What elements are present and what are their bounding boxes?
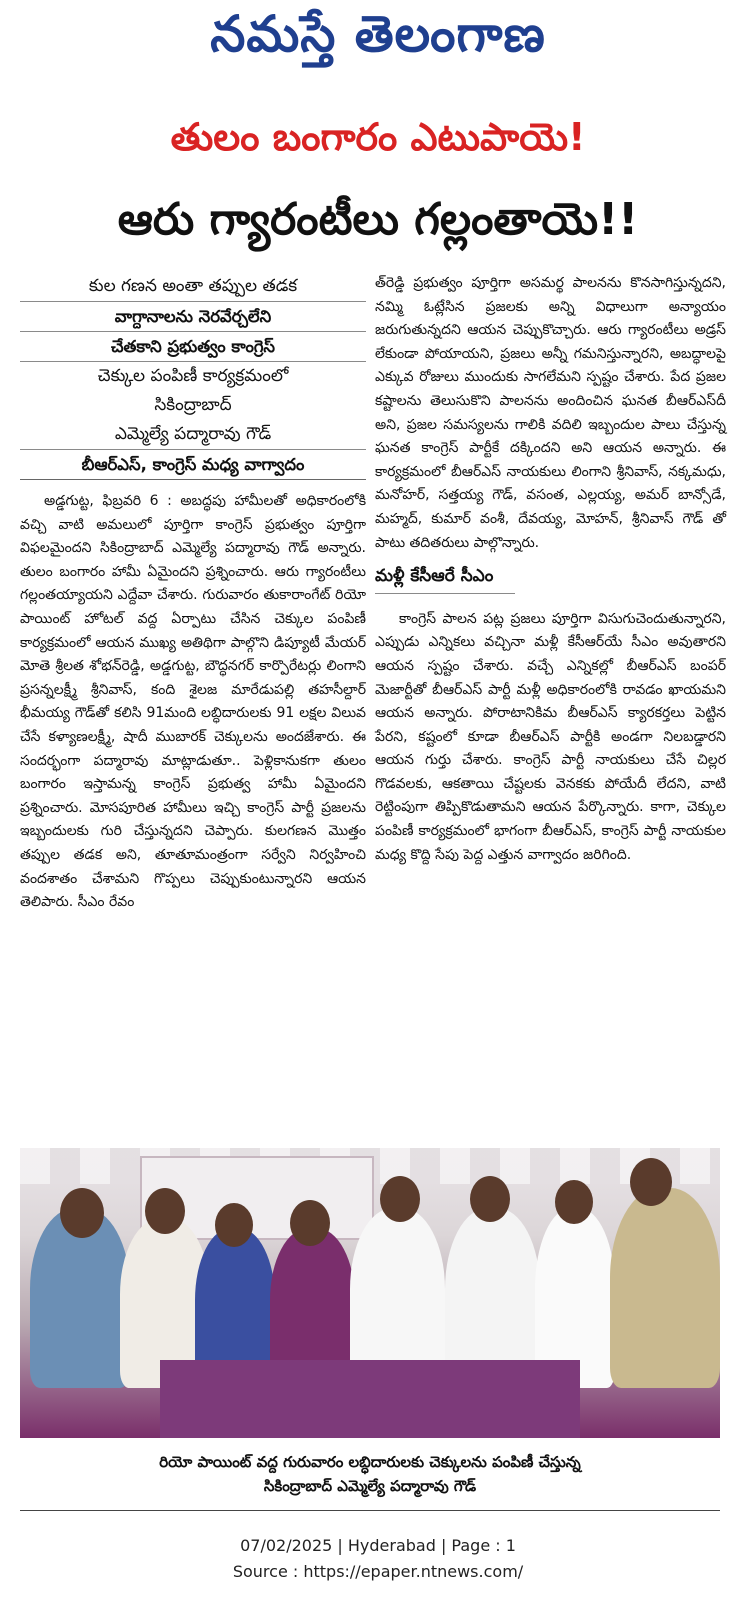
- kicker-line: ఎమ్మెల్యే పద్మారావు గౌడ్: [20, 420, 366, 450]
- footer-date-line: 07/02/2025 | Hyderabad | Page : 1: [240, 1536, 516, 1555]
- kicker-line: సికింద్రాబాద్: [154, 395, 232, 415]
- person-head: [555, 1180, 593, 1224]
- person-head: [470, 1176, 510, 1222]
- kicker-line: చెక్కుల పంపిణీ కార్యక్రమంలో: [97, 366, 289, 386]
- article-body-right: త్‌రెడ్డి ప్రభుత్వం పూర్తిగా అసమర్థ పాలనను కొనసాగిస్తున్నదని, నమ్మి ఓట్లేసిన ప్రజలకు అన్ని విధాలుగా అన్యాయం జరుగుతున్నదని ఆయన చెప్పుకొచ్చారు. ఆరు గ్యారంటీలు అడ్రస్ లేకుండా పోయాయని, ప్రజలు అన్నీ గమనిస్తున్నారని, అబద్ధాలపై ఎక్కువ రోజులు ముందుకు సాగలేమని స్పష్టం చేశారు. పేద ప్రజల కష్టాలను తెలుసుకొని పాలనను అందించిన ఘనత బీఆర్ఎస్‌దీ అని, ప్రజల సమస్యలను గాలికి వదిలి ఇబ్బందుల పాలు చేస్తున్న ఘనత కాంగ్రెస్ పార్టీకే దక్కిందని అని ఆయన అన్నారు. ఈ కార్యక్రమంలో బీఆర్ఎస్ నాయకులు లింగాని శ్రీనివాస్, నక్కమధు, మనోహర్, సత్తయ్య గౌడ్, వసంత, ఎల్లయ్య, అమర్ బాన్సోడే, మహ్మద్, కుమార్ వంశీ, దేవయ్య, మోహన్, శ్రీనివాస్ గౌడ్ తో పాటు తదితరులు పాల్గొన్నారు.: [375, 275, 726, 551]
- photo-caption: [20, 1450, 720, 1498]
- caption-line: సికింద్రాబాద్ ఎమ్మెల్యే పద్మారావు గౌడ్: [263, 1477, 477, 1495]
- kicker-line: వాగ్దానాలను నెరవేర్చలేని: [20, 302, 366, 332]
- right-column: [375, 272, 726, 867]
- kicker-line: కుల గణన అంతా తప్పుల తడక: [20, 272, 366, 302]
- footer-source-line: Source : https://epaper.ntnews.com/: [232, 1562, 524, 1581]
- kicker-line: చేతకాని ప్రభుత్వం కాంగ్రెస్: [20, 332, 366, 362]
- footer-divider: [20, 1510, 720, 1511]
- news-photo: [20, 1148, 720, 1438]
- person-head: [145, 1188, 185, 1234]
- article-body-left: అడ్డగుట్ట, ఫిబ్రవరి 6 : అబద్ధపు హామీలతో అధికారంలోకి వచ్చి వాటి అమలులో పూర్తిగా కాంగ్రెస్ ప్రభుత్వం పూర్తిగా విఫలమైందని సికింద్రాబాద్ ఎమ్మెల్యే పద్మారావు గౌడ్ అన్నారు. తులం బంగారం హామీ ఏమైందని ప్రశ్నించారు. ఆరు గ్యారంటీలు గల్లంతయ్యాయని ఎద్దేవా చేశారు. గురువారం తుకారాంగేట్ రియో పాయింట్ హోటల్ వద్ద ఏర్పాటు చేసిన చెక్కుల పంపిణీ కార్యక్రమంలో ఆయన ముఖ్య అతిథిగా పాల్గొని డిప్యూటీ మేయర్ మోతె శ్రీలత శోభన్‌రెడ్డి, అడ్డగుట్ట, బౌద్ధనగర్ కార్పొరేటర్లు లింగాని ప్రసన్నలక్ష్మీ శ్రీనివాస్, కంది శైలజ మారేడుపల్లి తహసీల్దార్ భీమయ్య గౌడ్‌తో కలిసి 91మంది లబ్ధిదారులకు 91 లక్షల విలువ చేసే కళ్యాణలక్ష్మీ, షాదీ ముబారక్ చెక్కులను అందజేశారు. ఈ సందర్భంగా పద్మారావు మాట్లాడుతూ.. పెళ్లికానుకగా తులం బంగారం ఇస్తామన్న కాంగ్రెస్ ప్రభుత్వ హామీ ఏమైందని ప్రశ్నించారు. మోసపూరిత హామీలు ఇచ్చి కాంగ్రెస్ పార్టీ ప్రజలను ఇబ్బందులకు గురి చేస్తున్నదని చెప్పారు. కులగణన మొత్తం తప్పుల తడక అని, తూతూమంత్రంగా సర్వేని నిర్వహించి వందశాతం చేశామని గొప్పలు చెప్పుకుంటున్నారని ఆయన తెలిపారు. సీఎం రేవం: [20, 493, 366, 911]
- caption-line: రియో పాయింట్ వద్ద గురువారం లబ్ధిదారులకు చెక్కులను పంపిణీ చేస్తున్న: [159, 1453, 581, 1471]
- person-head: [380, 1176, 420, 1222]
- subheading: మళ్లీ కేసీఆరే సీఎం: [375, 565, 515, 594]
- cheque-table: [160, 1360, 580, 1438]
- person-head: [630, 1158, 672, 1206]
- left-column: [20, 272, 366, 915]
- masthead-title: నమస్తే తెలంగాణ: [210, 4, 546, 63]
- person-figure: [610, 1188, 720, 1388]
- kicker-line: బీఆర్ఎస్, కాంగ్రెస్ మధ్య వాగ్వాదం: [20, 450, 366, 480]
- person-head: [215, 1203, 253, 1247]
- headline-red: తులం బంగారం ఎటుపాయె!: [170, 115, 586, 159]
- person-head: [290, 1200, 330, 1246]
- person-head: [60, 1188, 104, 1238]
- article-body-right-2: కాంగ్రెస్ పాలన పట్ల ప్రజలు పూర్తిగా విసుగుచెందుతున్నారని, ఎప్పుడు ఎన్నికలు వచ్చినా మళ్లీ కేసీఆర్‌యే సీఎం అవుతారని ఆయన స్పష్టం చేశారు. వచ్చే ఎన్నికల్లో బీఆర్ఎస్ బంపర్ మెజార్టీతో బీఆర్ఎస్ పార్టీ మళ్లీ అధికారంలోకి రావడం ఖాయమని ఆయన అన్నారు. పోరాటానికిమ బీఆర్ఎస్ క్యారకర్తలు పెట్టిన పేరని, కష్టంలో కూడా బీఆర్ఎస్ పార్టీకి అండగా నిలబడ్డారని ఆయన గుర్తు చేశారు. కాంగ్రెస్ పార్టీ నాయకులు చేసే చిల్లర గొడవలకు, ఆకతాయి చేష్టలకు వెనకకు పోయేదీ లేదని, వాటి రెట్టింపుగా తిప్పికొడుతామని ఆయన పేర్కొన్నారు. కాగా, చెక్కుల పంపిణీ కార్యక్రమంలో భాగంగా బీఆర్ఎస్, కాంగ్రెస్ పార్టీ నాయకుల మధ్య కొద్ది సేపు పెద్ద ఎత్తున వాగ్వాదం జరిగింది.: [375, 610, 726, 863]
- headline-main: ఆరు గ్యారంటీలు గల్లంతాయె!!: [117, 194, 639, 245]
